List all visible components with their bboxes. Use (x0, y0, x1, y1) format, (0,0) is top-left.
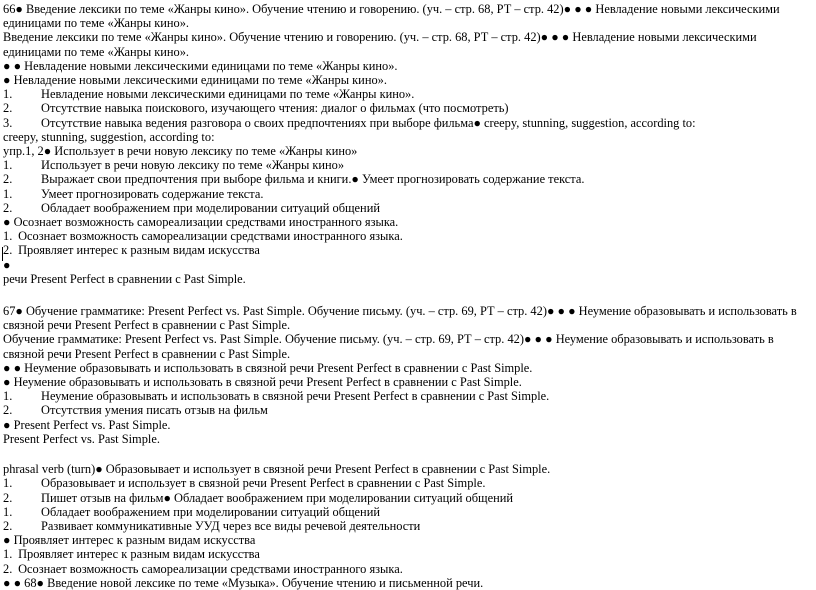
text-line: ● Невладение новыми лексическими единицами по теме «Жанры кино». (3, 73, 387, 88)
item-text: Пишет отзыв на фильм● Обладает воображением при моделировании ситуаций общений (41, 490, 513, 505)
document-body (3, 2, 815, 590)
numbered-item (3, 116, 815, 130)
text-cursor (2, 247, 3, 261)
item-text: Невладение новыми лексическими единицами по теме «Жанры кино». (41, 87, 415, 102)
lesson-68-heading: ● ● 68● Введение новой лексике по теме «Музыка». Обучение чтению и письменной речи. (3, 575, 484, 590)
item-text: Использует в речи новую лексику по теме «Жанры кино» (41, 158, 345, 173)
item-text: Осознает возможность самореализации средствами иностранного языка. (18, 229, 403, 244)
text-line: ● Present Perfect vs. Past Simple. (3, 417, 171, 432)
numbered-item (3, 403, 815, 417)
item-number: 2. (3, 561, 13, 576)
item-number: 2. (3, 172, 13, 187)
item-text: Обладает воображением при моделировании ситуаций общений (41, 504, 380, 519)
numbered-item (3, 158, 815, 172)
numbered-item (3, 243, 815, 257)
item-text: Отсутствие навыка поискового, изучающего чтения: диалог о фильмах (что посмотреть) (41, 101, 509, 116)
item-number: 1. (3, 87, 13, 102)
item-text: Отсутствия умения писать отзыв на фильм (41, 403, 268, 418)
item-number: 2. (3, 243, 13, 258)
item-text: Развивает коммуникативные УУД через все виды речевой деятельности (41, 518, 421, 533)
item-number: 2. (3, 403, 13, 418)
item-number: 1. (3, 229, 13, 244)
numbered-item (3, 519, 815, 533)
item-text: Умеет прогнозировать содержание текста. (41, 186, 264, 201)
text-line: ● Осознает возможность самореализации средствами иностранного языка. (3, 215, 399, 230)
numbered-item (3, 505, 815, 519)
text-line: phrasal verb (turn)● Образовывает и использует в связной речи Present Perfect в сравнении с Past Simple. (3, 462, 551, 477)
item-number: 2. (3, 101, 13, 116)
text-line: ● Проявляет интерес к разным видам искусства (3, 533, 256, 548)
item-number: 3. (3, 115, 13, 130)
item-text: Проявляет интерес к разным видам искусства (18, 547, 260, 562)
item-number: 2. (3, 200, 13, 215)
item-number: 1. (3, 389, 13, 404)
spacer (3, 286, 815, 304)
numbered-item (3, 389, 815, 403)
item-number: 1. (3, 504, 13, 519)
item-text: Выражает свои предпочтения при выборе фильма и книги.● Умеет прогнозировать содержание текста. (41, 172, 585, 187)
item-text: Осознает возможность самореализации средствами иностранного языка. (18, 561, 403, 576)
numbered-item (3, 101, 815, 115)
spacer (3, 446, 815, 462)
numbered-item (3, 87, 815, 101)
lesson-67-heading: 67● Обучение грамматике: Present Perfect vs. Past Simple. Обучение письму. (уч. – стр. 69, РТ – стр. 42)● ● ● Неумение образовывать и использовать в связной речи Present Perfect в сравнении с Past Simple. (3, 304, 797, 333)
numbered-item (3, 187, 815, 201)
item-number: 2. (3, 518, 13, 533)
item-text: Проявляет интерес к разным видам искусства (18, 243, 260, 258)
lesson-67-title: Обучение грамматике: Present Perfect vs. Past Simple. Обучение письму. (уч. – стр. 69, РТ – стр. 42)● ● ● Неумение образовывать и использовать в связной речи Present Perfect в сравнении с Past Simple. (3, 332, 774, 361)
bullet-line: ● (3, 257, 11, 272)
text-line: ● ● Неумение образовывать и использовать в связной речи Present Perfect в сравнении с Past Simple. (3, 360, 533, 375)
text-line: речи Present Perfect в сравнении с Past Simple. (3, 271, 246, 286)
item-text: Обладает воображением при моделировании ситуаций общений (41, 200, 380, 215)
numbered-item (3, 491, 815, 505)
lesson-66-heading: 66● Введение лексики по теме «Жанры кино». Обучение чтению и говорению. (уч. – стр. 68, РТ – стр. 42)● ● ● Невладение новыми лексическими единицами по теме «Жанры кино». (3, 2, 780, 31)
numbered-item (3, 172, 815, 186)
item-number: 1. (3, 158, 13, 173)
text-line: упр.1, 2● Использует в речи новую лексику по теме «Жанры кино» (3, 144, 358, 159)
item-number: 2. (3, 490, 13, 505)
numbered-item (3, 476, 815, 490)
numbered-item (3, 547, 815, 561)
item-number: 1. (3, 476, 13, 491)
item-number: 1. (3, 547, 13, 562)
numbered-item (3, 201, 815, 215)
text-line: Present Perfect vs. Past Simple. (3, 431, 160, 446)
item-text: Образовывает и использует в связной речи Present Perfect в сравнении с Past Simple. (41, 476, 486, 491)
text-line: ● ● Невладение новыми лексическими единицами по теме «Жанры кино». (3, 58, 398, 73)
lesson-66-title: Введение лексики по теме «Жанры кино». Обучение чтению и говорению. (уч. – стр. 68, РТ – стр. 42)● ● ● Невладение новыми лексическими единицами по теме «Жанры кино». (3, 30, 757, 59)
item-text: Неумение образовывать и использовать в связной речи Present Perfect в сравнении с Past Simple. (41, 389, 550, 404)
text-line: creepy, stunning, suggestion, according to: (3, 129, 215, 144)
item-text: Отсутствие навыка ведения разговора о своих предпочтениях при выборе фильма● creepy, stunning, suggestion, according to: (41, 115, 696, 130)
text-line: ● Неумение образовывать и использовать в связной речи Present Perfect в сравнении с Past Simple. (3, 375, 522, 390)
numbered-item (3, 229, 815, 243)
numbered-item (3, 562, 815, 576)
item-number: 1. (3, 186, 13, 201)
